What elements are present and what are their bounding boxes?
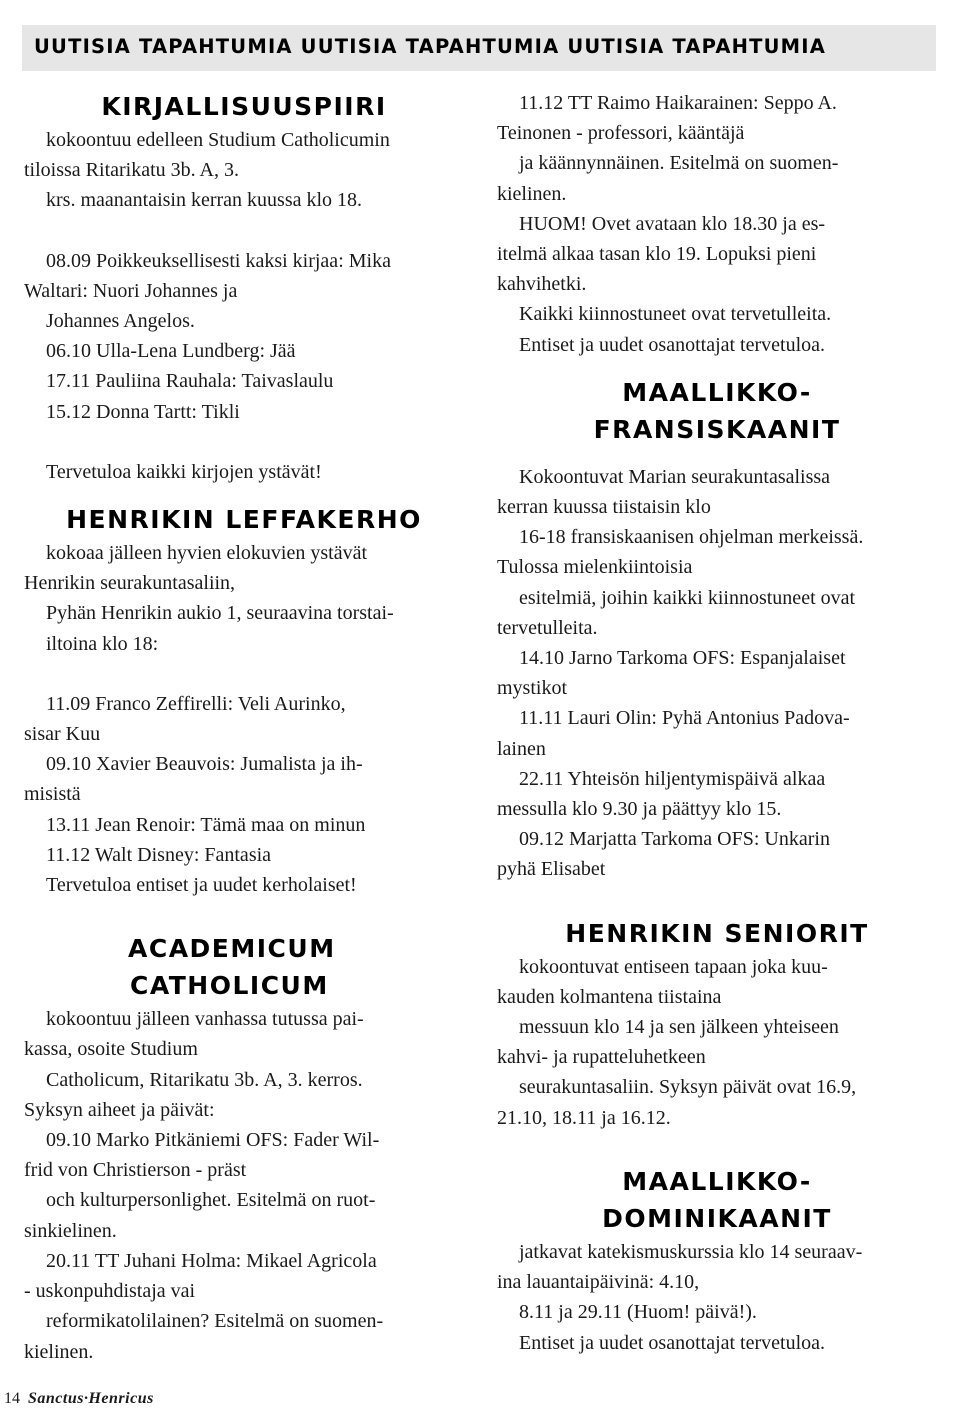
text-line: messulla klo 9.30 ja päättyy klo 15. bbox=[497, 798, 782, 821]
text-line: 11.12 TT Raimo Haikarainen: Seppo A. bbox=[519, 92, 837, 114]
text-line: pyhä Elisabet bbox=[497, 858, 606, 881]
text-line: kahvihetki. bbox=[497, 273, 587, 296]
spacer bbox=[497, 448, 937, 462]
text-line: reformikatolilainen? Esitelmä on suomen- bbox=[46, 1310, 384, 1333]
text-line: 17.11 Pauliina Rauhala: Taivaslaulu bbox=[46, 370, 334, 393]
text-line: Entiset ja uudet osanottajat tervetuloa. bbox=[519, 1331, 826, 1354]
text-line: ina lauantaipäivinä: 4.10, bbox=[497, 1271, 700, 1294]
text-line: - uskonpuhdistaja vai bbox=[24, 1280, 196, 1303]
text-line: messuun klo 14 ja sen jälkeen yhteiseen bbox=[519, 1016, 839, 1039]
text-line: Kokoontuvat Marian seurakuntasalissa bbox=[519, 465, 831, 488]
spacer bbox=[497, 885, 937, 915]
leffakerho-section bbox=[24, 501, 464, 900]
text-line: kokoaa jälleen hyvien elokuvien ystävät bbox=[46, 542, 368, 565]
text-line: 8.11 ja 29.11 (Huom! päivä!). bbox=[519, 1301, 757, 1324]
text-line: tiloissa Ritarikatu 3b. A, 3. bbox=[24, 159, 239, 182]
banner-text: UUTISIA TAPAHTUMIA UUTISIA TAPAHTUMIA UUTISIA TAPAHTUMIA bbox=[34, 35, 827, 58]
text-line: Tervetuloa entiset ja uudet kerholaiset! bbox=[46, 874, 357, 897]
text-line: seurakuntasaliin. Syksyn päivät ovat 16.9, bbox=[519, 1076, 857, 1099]
text-line: och kulturpersonlighet. Esitelmä on ruot- bbox=[46, 1189, 376, 1212]
text-line: kassa, osoite Studium bbox=[24, 1038, 198, 1061]
spacer bbox=[24, 487, 464, 501]
text-line: 14.10 Jarno Tarkoma OFS: Espanjalaiset bbox=[519, 647, 846, 670]
text-line: 20.11 TT Juhani Holma: Mikael Agricola bbox=[46, 1249, 377, 1272]
spacer bbox=[24, 427, 464, 457]
text-line: 06.10 Ulla-Lena Lundberg: Jää bbox=[46, 340, 296, 363]
header-banner bbox=[22, 25, 936, 71]
text-line: Tulossa mielenkiintoisia bbox=[497, 556, 693, 579]
publication-logo: Sanctus·Henricus bbox=[28, 1390, 154, 1407]
spacer bbox=[24, 216, 464, 246]
text-line: Syksyn aiheet ja päivät: bbox=[24, 1098, 215, 1121]
text-line: 15.12 Donna Tartt: Tikli bbox=[46, 400, 240, 423]
text-line: 13.11 Jean Renoir: Tämä maa on minun bbox=[46, 813, 366, 836]
dominikaanit-heading-line1: MAALLIKKO- bbox=[622, 1166, 812, 1196]
left-column bbox=[24, 88, 464, 1367]
text-line: 16-18 fransiskaanisen ohjelman merkeissä. bbox=[519, 526, 864, 549]
leffakerho-heading: HENRIKIN LEFFAKERHO bbox=[66, 505, 422, 535]
text-line: mystikot bbox=[497, 677, 568, 700]
text-line: iltoina klo 18: bbox=[46, 632, 159, 655]
text-line: 11.09 Franco Zeffirelli: Veli Aurinko, bbox=[46, 692, 346, 715]
text-line: Johannes Angelos. bbox=[46, 310, 195, 333]
text-line: kerran kuussa tiistaisin klo bbox=[497, 496, 711, 519]
text-line: itelmä alkaa tasan klo 19. Lopuksi pieni bbox=[497, 243, 817, 266]
text-line: Tervetuloa kaikki kirjojen ystävät! bbox=[46, 460, 322, 483]
text-line: kauden kolmantena tiistaina bbox=[497, 985, 722, 1008]
text-line: 09.12 Marjatta Tarkoma OFS: Unkarin bbox=[519, 828, 830, 851]
text-line: tervetulleita. bbox=[497, 616, 598, 639]
spacer bbox=[497, 1133, 937, 1163]
text-line: 08.09 Poikkeuksellisesti kaksi kirjaa: Mika bbox=[46, 249, 391, 272]
dominikaanit-heading-line2: DOMINIKAANIT bbox=[602, 1203, 832, 1233]
page-footer bbox=[4, 1390, 154, 1408]
text-line: Entiset ja uudet osanottajat tervetuloa. bbox=[519, 333, 826, 356]
academicum-heading-line1: ACADEMICUM bbox=[128, 934, 336, 964]
text-line: Kaikki kiinnostuneet ovat tervetulleita. bbox=[519, 303, 832, 326]
text-line: Henrikin seurakuntasaliin, bbox=[24, 572, 236, 595]
text-line: Waltari: Nuori Johannes ja bbox=[24, 279, 238, 302]
spacer bbox=[497, 360, 937, 374]
kirjallisuuspiiri-heading: KIRJALLISUUSPIIRI bbox=[101, 92, 387, 121]
seniorit-section bbox=[497, 915, 937, 1133]
text-line: sinkielinen. bbox=[24, 1219, 117, 1242]
text-line: Pyhän Henrikin aukio 1, seuraavina torstai- bbox=[46, 602, 394, 625]
spacer bbox=[24, 900, 464, 930]
text-line: kokoontuu jälleen vanhassa tutussa pai- bbox=[46, 1008, 364, 1031]
text-line: frid von Christierson - präst bbox=[24, 1159, 247, 1182]
seniorit-heading: HENRIKIN SENIORIT bbox=[565, 918, 869, 948]
dominikaanit-section bbox=[497, 1163, 937, 1358]
text-line: kokoontuu edelleen Studium Catholicumin bbox=[46, 129, 390, 151]
text-line: ja käännynnäinen. Esitelmä on suomen- bbox=[519, 152, 839, 175]
text-line: HUOM! Ovet avataan klo 18.30 ja es- bbox=[519, 212, 826, 235]
text-line: jatkavat katekismuskurssia klo 14 seuraav- bbox=[519, 1240, 863, 1263]
text-line: 22.11 Yhteisön hiljentymispäivä alkaa bbox=[519, 767, 826, 790]
academicum-heading-line2: CATHOLICUM bbox=[130, 971, 329, 1001]
right-column bbox=[497, 88, 937, 1358]
text-line: 21.10, 18.11 ja 16.12. bbox=[497, 1106, 671, 1129]
fransiskaanit-heading-line2: FRANSISKAANIT bbox=[593, 414, 841, 444]
text-line: 09.10 Marko Pitkäniemi OFS: Fader Wil- bbox=[46, 1129, 380, 1152]
text-line: kielinen. bbox=[24, 1340, 94, 1363]
academicum-section bbox=[24, 930, 464, 1366]
text-line: lainen bbox=[497, 737, 546, 760]
text-line: Teinonen - professori, kääntäjä bbox=[497, 122, 745, 145]
kirjallisuuspiiri-section bbox=[24, 88, 464, 487]
fransiskaanit-heading-line1: MAALLIKKO- bbox=[622, 377, 812, 407]
text-line: 09.10 Xavier Beauvois: Jumalista ja ih- bbox=[46, 753, 363, 776]
text-line: 11.12 Walt Disney: Fantasia bbox=[46, 843, 272, 866]
text-line: Catholicum, Ritarikatu 3b. A, 3. kerros. bbox=[46, 1068, 363, 1091]
text-line: esitelmiä, joihin kaikki kiinnostuneet ovat bbox=[519, 586, 856, 609]
text-line: kahvi- ja rupatteluhetkeen bbox=[497, 1046, 706, 1069]
text-line: kokoontuvat entiseen tapaan joka kuu- bbox=[519, 955, 828, 978]
spacer bbox=[24, 659, 464, 689]
text-line: misistä bbox=[24, 783, 81, 806]
fransiskaanit-section bbox=[497, 374, 937, 885]
text-line: sisar Kuu bbox=[24, 723, 101, 746]
text-line: kielinen. bbox=[497, 182, 567, 205]
text-line: 11.11 Lauri Olin: Pyhä Antonius Padova- bbox=[519, 707, 850, 730]
page-number: 14 bbox=[4, 1390, 20, 1407]
academicum-continued-section bbox=[497, 88, 937, 360]
text-line: krs. maanantaisin kerran kuussa klo 18. bbox=[46, 189, 363, 212]
